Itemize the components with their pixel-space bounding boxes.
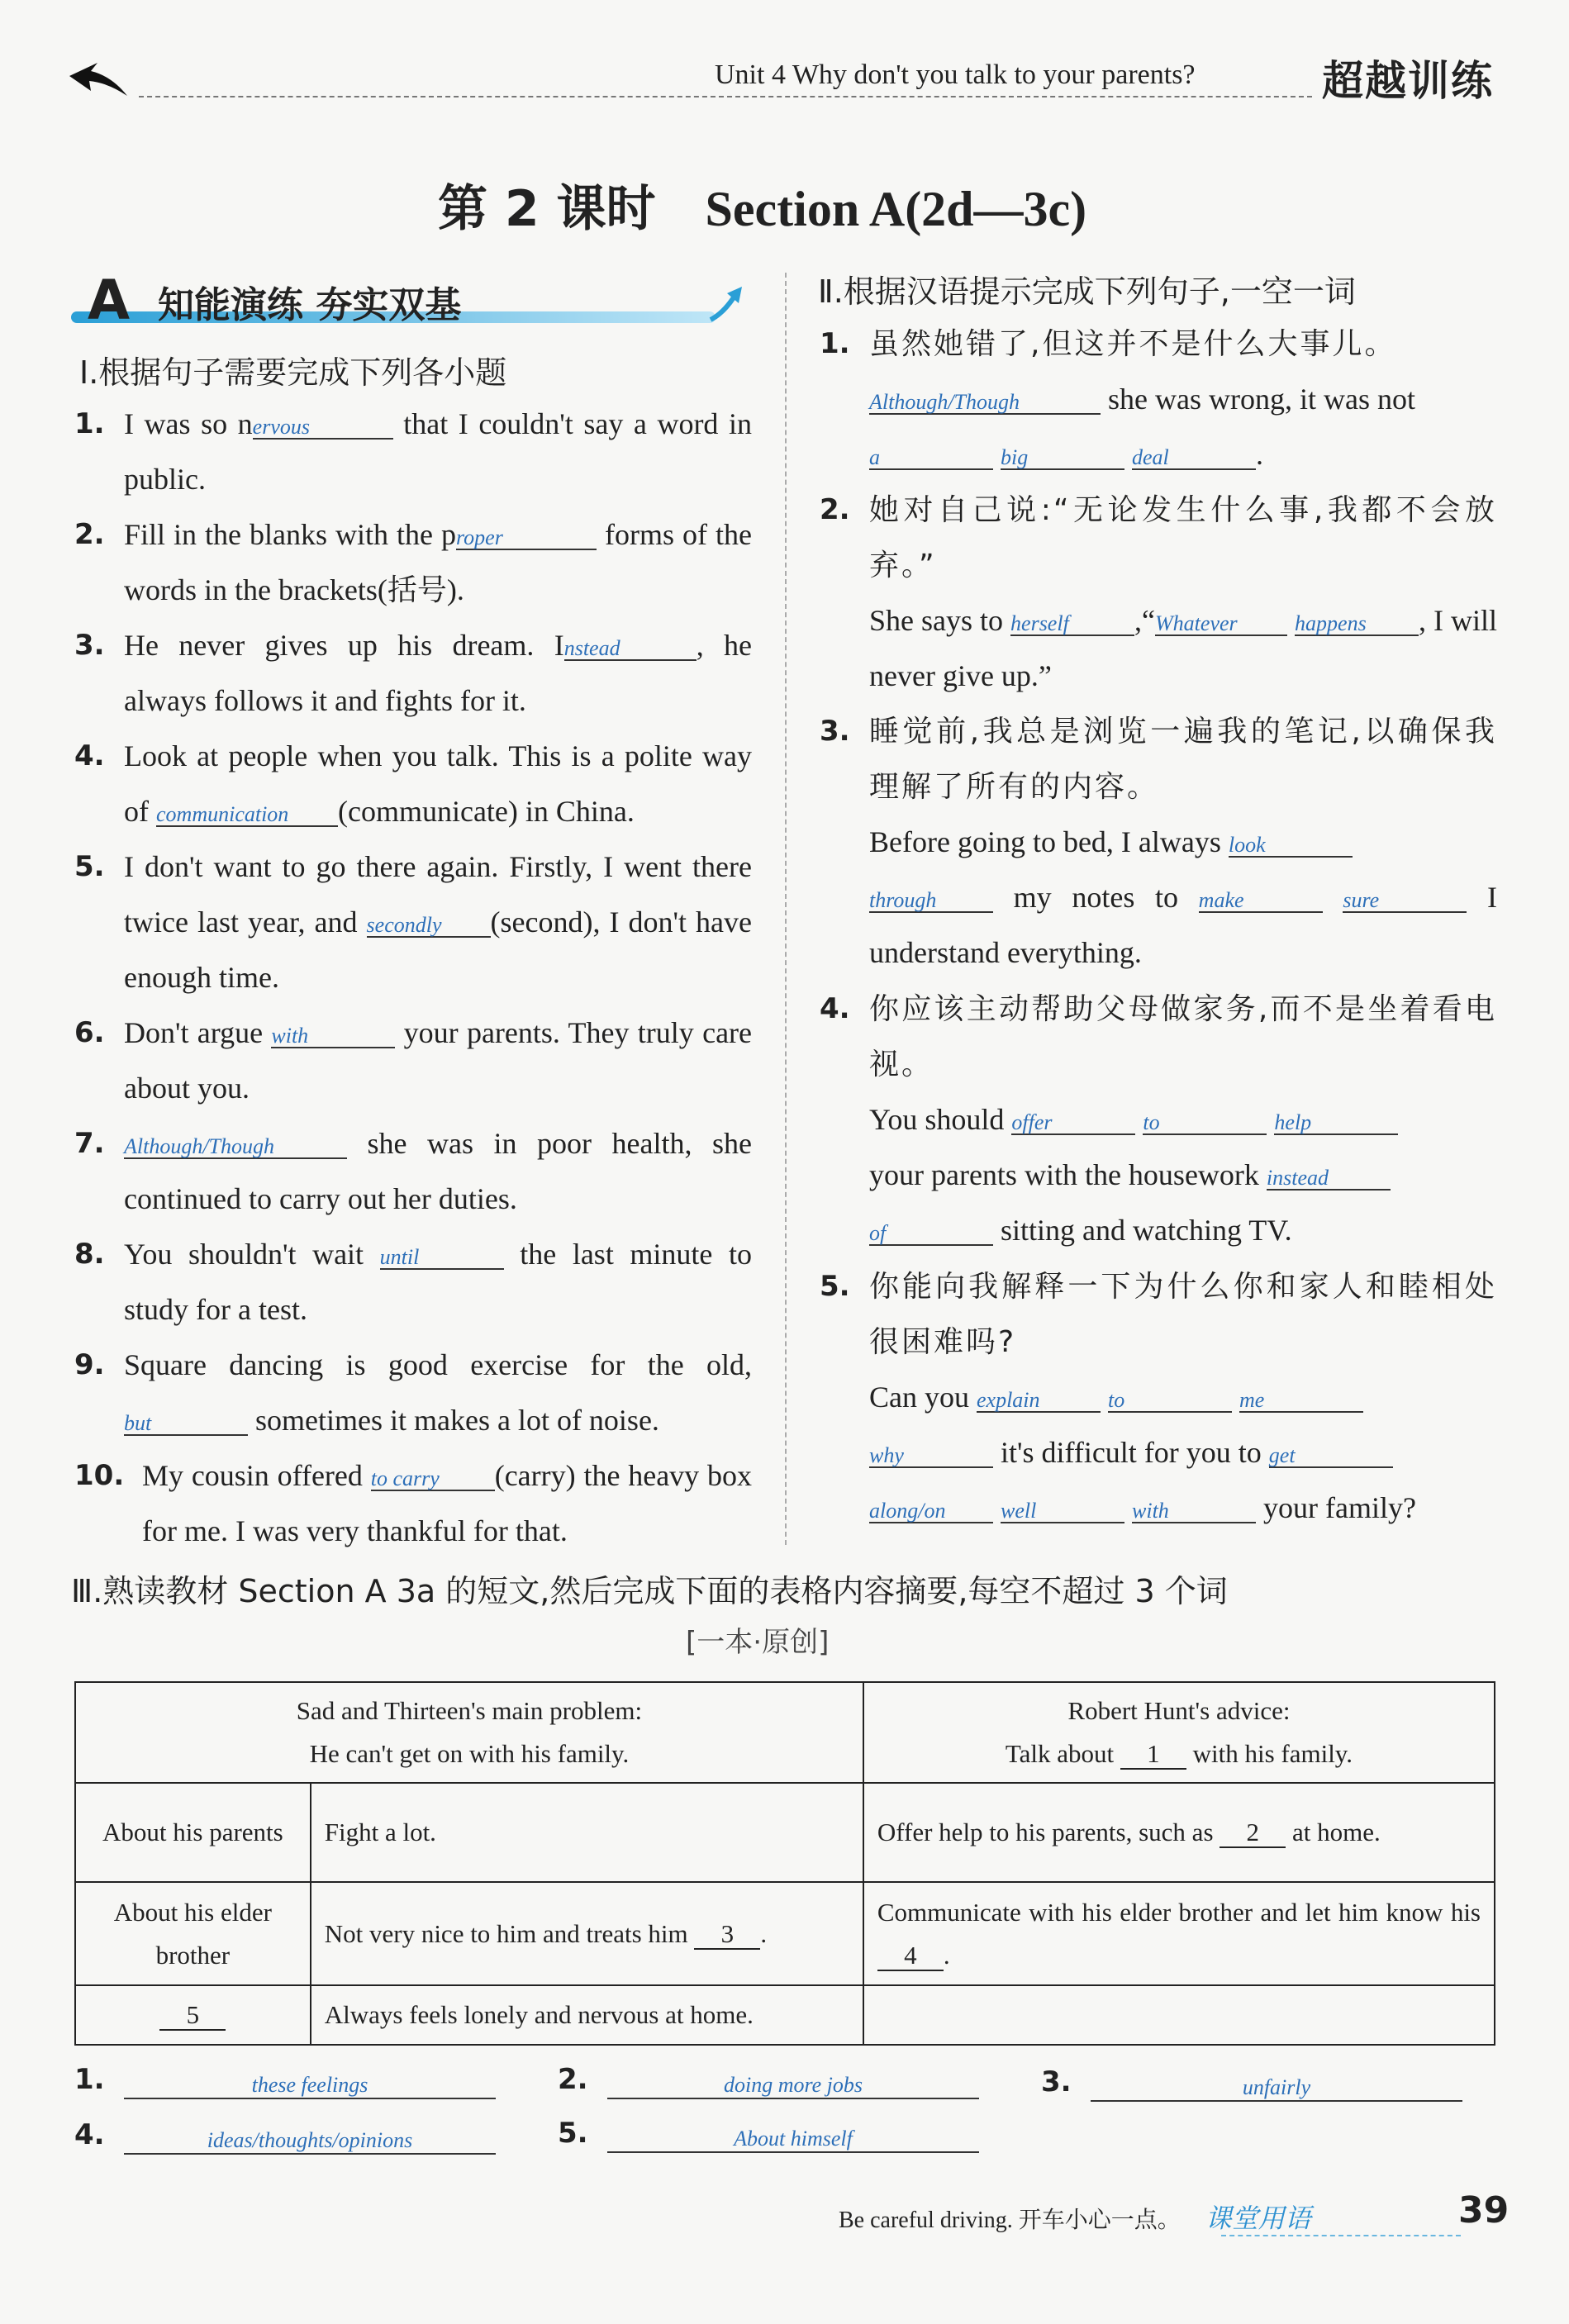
answer-blank[interactable] <box>607 2070 979 2099</box>
q-text: (communicate) in China. <box>338 795 635 828</box>
answer-blank[interactable] <box>124 1408 248 1436</box>
cell-text: Sad and Thirteen's main problem: <box>296 1696 643 1725</box>
answer-blank[interactable] <box>1295 608 1419 636</box>
answer-blank[interactable] <box>1010 608 1134 636</box>
answer-text: happens <box>1295 611 1367 635</box>
answer-blank[interactable] <box>869 1218 993 1246</box>
q-number: 1. <box>820 327 850 360</box>
q-text: your parents with the housework <box>869 1158 1259 1191</box>
q-number: 4. <box>74 739 105 772</box>
row-problem: Always feels lonely and nervous at home. <box>311 1985 863 2045</box>
table-blank[interactable]: 3 <box>694 1920 760 1950</box>
answer-blank[interactable] <box>371 1463 495 1491</box>
answer-text: of <box>869 1221 887 1245</box>
q-text: He never gives up his dream. I <box>124 629 564 662</box>
q-number: 3. <box>820 715 850 748</box>
q-number: 10. <box>74 1459 125 1492</box>
answer-blank[interactable] <box>1229 829 1353 858</box>
answer-blank[interactable] <box>1269 1440 1393 1468</box>
answer-blank[interactable] <box>124 2125 496 2155</box>
answer-text: help <box>1274 1110 1312 1134</box>
answer-blank[interactable] <box>869 387 1101 415</box>
answer-blank[interactable] <box>1001 1495 1124 1523</box>
answer-text: along/on <box>869 1499 946 1523</box>
q-number: 9. <box>74 1348 105 1381</box>
q-text: Don't argue <box>124 1016 264 1049</box>
answer-number: 5. <box>558 2117 588 2150</box>
q-number: 1. <box>74 407 105 440</box>
q-text: that I couldn't say a word in public. <box>124 407 752 496</box>
cell-text: Talk about <box>1005 1739 1115 1768</box>
answer-text: ervous <box>252 415 310 439</box>
answer-text: herself <box>1010 611 1069 635</box>
answer-blank[interactable] <box>1143 1107 1267 1135</box>
answer-text: with <box>1132 1499 1169 1523</box>
answer-text: but <box>124 1411 152 1435</box>
part1-q8 <box>74 1227 752 1338</box>
brand-title: 超越训练 <box>1322 57 1494 105</box>
q-text: she was wrong, it was not <box>1108 383 1415 416</box>
part1-q1 <box>74 397 752 507</box>
answer-blank[interactable] <box>124 1131 347 1159</box>
answer-text: through <box>869 888 937 912</box>
answer-text: About himself <box>734 2127 853 2151</box>
advice-cell <box>863 1682 1495 1783</box>
row-advice-empty <box>863 1985 1495 2045</box>
row-advice <box>863 1882 1495 1985</box>
answer-text: to <box>1108 1388 1125 1412</box>
answer-blank[interactable] <box>564 633 697 661</box>
q-text: . <box>1256 438 1263 471</box>
footer <box>839 2198 1311 2236</box>
answer-blank[interactable] <box>607 2123 979 2153</box>
part1-q9 <box>74 1338 752 1448</box>
q-text: Can you <box>869 1381 969 1414</box>
answer-text: with <box>271 1024 309 1048</box>
part2-q4 <box>820 981 1497 1258</box>
answer-text: communication <box>156 802 289 826</box>
table-row <box>75 1783 1495 1882</box>
row-problem <box>311 1882 863 1985</box>
cell-text: at home. <box>1292 1818 1381 1846</box>
row-problem: Fight a lot. <box>311 1783 863 1882</box>
q-text: My cousin offered <box>142 1459 363 1492</box>
answer-blank[interactable] <box>271 1020 395 1048</box>
q-number: 6. <box>74 1016 105 1049</box>
q-text: You shouldn't wait <box>124 1238 364 1271</box>
q-text: she was in poor health, she continued to carry out her duties. <box>124 1127 752 1215</box>
cell-text: He can't get on with his family. <box>309 1739 630 1768</box>
q-text: (carry) the heavy box for me. I was very thankful for that. <box>142 1459 752 1547</box>
q-text: Before going to bed, I always <box>869 825 1221 858</box>
q-number: 5. <box>820 1270 850 1303</box>
answer-text: secondly <box>366 913 442 937</box>
answer-text: these feelings <box>251 2073 368 2097</box>
footer-phrase: Be careful driving. 开车小心一点。 <box>839 2208 1181 2233</box>
answer-blank[interactable] <box>1155 608 1287 636</box>
answer-number: 4. <box>74 2118 105 2151</box>
part1-q5 <box>74 839 752 1005</box>
summary-table <box>74 1681 1495 2046</box>
answer-text: get <box>1268 1443 1296 1467</box>
part1-q3 <box>74 618 753 729</box>
back-arrow-icon <box>66 58 132 107</box>
answer-blank[interactable] <box>253 411 393 440</box>
cell-text: Communicate with his elder brother and let him know his <box>877 1897 1481 1927</box>
part1-q10 <box>74 1448 752 1559</box>
answer-text: deal <box>1132 445 1169 469</box>
q-text: I was so n <box>124 407 253 440</box>
q-number: 5. <box>74 850 105 883</box>
q-cn-prompt: 她对自己说:“无论发生什么事,我都不会放弃。” <box>869 493 1497 582</box>
q-text: forms of the words in the brackets(括号). <box>124 518 752 606</box>
answer-blank[interactable] <box>1199 885 1323 913</box>
answer-blank[interactable] <box>156 799 338 827</box>
answer-text: to <box>1143 1110 1160 1134</box>
q-text: , he always follows it and fights for it. <box>124 629 753 717</box>
q-cn-prompt: 你能向我解释一下为什么你和家人和睦相处很困难吗? <box>869 1270 1497 1359</box>
q-text: your family? <box>1263 1491 1416 1524</box>
page-number: 39 <box>1458 2189 1510 2231</box>
answer-text: roper <box>456 525 503 549</box>
cell-text: Not very nice to him and treats him <box>324 1918 688 1948</box>
section-a-banner <box>71 269 749 335</box>
q-text: You should <box>869 1103 1005 1136</box>
lesson-title <box>438 169 1086 240</box>
answer-blank[interactable] <box>1001 442 1124 470</box>
q-cn-prompt: 你应该主动帮助父母做家务,而不是坐着看电视。 <box>869 992 1497 1081</box>
problem-cell <box>75 1682 863 1783</box>
header-rule <box>139 96 1312 97</box>
q-text: it's difficult for you to <box>1001 1436 1262 1469</box>
answer-blank[interactable] <box>1274 1107 1398 1135</box>
answer-blank[interactable] <box>1108 1385 1232 1413</box>
q-text: the last minute to study for a test. <box>124 1238 752 1326</box>
q-text: sitting and watching TV. <box>1001 1214 1292 1247</box>
table-row <box>75 1682 1495 1783</box>
part2-q2 <box>820 482 1498 704</box>
cell-text: Robert Hunt's advice: <box>1067 1696 1291 1725</box>
table-blank[interactable]: 5 <box>159 2001 226 2031</box>
answer-text: big <box>1001 445 1029 469</box>
answer-blank[interactable] <box>869 1440 993 1468</box>
part1-q6 <box>74 1005 753 1116</box>
answer-text: unfairly <box>1242 2075 1311 2099</box>
answer-number: 2. <box>558 2063 588 2096</box>
table-blank[interactable]: 2 <box>1220 1818 1286 1848</box>
table-row <box>75 1985 1495 2045</box>
answer-text: explain <box>977 1388 1040 1412</box>
answer-text: well <box>1001 1499 1037 1523</box>
upward-arrow-icon <box>707 283 749 325</box>
q-text: She says to <box>869 604 1004 637</box>
answer-text: offer <box>1011 1110 1053 1134</box>
q-number: 2. <box>820 493 850 526</box>
answer-number: 1. <box>74 2063 105 2096</box>
part1-q4 <box>74 729 752 839</box>
unit-title: Unit 4 Why don't you talk to your parents? <box>715 59 1196 90</box>
q-number: 8. <box>74 1238 105 1271</box>
part2-q5 <box>820 1259 1497 1536</box>
answer-text: look <box>1228 833 1266 857</box>
answer-blank[interactable] <box>869 1495 993 1523</box>
table-row <box>75 1882 1495 1985</box>
row-label <box>75 1985 311 2045</box>
answer-text: Although/Though <box>869 390 1020 414</box>
cell-text: . <box>943 1940 950 1970</box>
cell-text: . <box>760 1918 768 1948</box>
answer-text: a <box>869 445 880 469</box>
cell-text: with his family. <box>1192 1739 1353 1768</box>
part2-q1 <box>820 316 1497 482</box>
q-text: I understand everything. <box>869 881 1498 969</box>
answer-text: why <box>869 1443 904 1467</box>
answer-blank[interactable] <box>1091 2072 1462 2102</box>
answer-blank[interactable] <box>367 910 491 938</box>
part3-heading: Ⅲ.熟读教材 Section A 3a 的短文,然后完成下面的表格内容摘要,每空不超过 3 个词 <box>71 1573 1228 1609</box>
answer-blank[interactable] <box>1132 442 1256 470</box>
q-text: Square dancing is good exercise for the old, <box>124 1348 752 1381</box>
answer-blank[interactable] <box>456 522 597 550</box>
answer-blank[interactable] <box>1011 1107 1135 1135</box>
q-number: 7. <box>74 1127 105 1160</box>
answer-text: nstead <box>563 636 620 660</box>
answer-text: instead <box>1266 1166 1329 1190</box>
lesson-title-en: Section A(2d—3c) <box>705 182 1087 236</box>
row-advice <box>863 1783 1495 1882</box>
row-label: About his elder brother <box>75 1882 311 1985</box>
answer-text: Whatever <box>1155 611 1238 635</box>
answer-blank[interactable] <box>869 885 993 913</box>
q-text: your parents. They truly care about you. <box>124 1016 753 1105</box>
answer-text: to carry <box>370 1466 440 1490</box>
answer-blank[interactable] <box>977 1385 1101 1413</box>
footer-rule <box>1221 2235 1461 2236</box>
answer-text: me <box>1239 1388 1265 1412</box>
part2-heading: Ⅱ.根据汉语提示完成下列句子,一空一词 <box>818 273 1356 310</box>
part2-q3 <box>820 704 1498 981</box>
part1-q2 <box>74 507 752 618</box>
q-text: , I will never give up.” <box>869 604 1498 692</box>
q-text: Look at people when you talk. This is a polite way of <box>124 739 752 828</box>
answer-text: make <box>1198 888 1244 912</box>
banner-letter: A <box>88 269 131 332</box>
cell-text: Offer help to his parents, such as <box>877 1818 1214 1846</box>
column-divider <box>785 273 787 1545</box>
q-cn-prompt: 虽然她错了,但这并不是什么大事儿。 <box>869 327 1397 361</box>
answer-text: doing more jobs <box>723 2073 863 2097</box>
answer-blank[interactable] <box>1267 1162 1391 1191</box>
answer-blank[interactable] <box>1239 1385 1363 1413</box>
row-label: About his parents <box>75 1783 311 1882</box>
answer-blank[interactable] <box>1132 1495 1256 1523</box>
q-number: 3. <box>74 629 105 662</box>
footer-tag: 课堂用语 <box>1205 2203 1311 2234</box>
answer-blank[interactable] <box>380 1242 504 1270</box>
table-blank[interactable]: 1 <box>1120 1740 1186 1770</box>
q-text: (second), I don't have enough time. <box>124 905 752 994</box>
answer-text: Although/Though <box>124 1134 275 1158</box>
answer-text: ideas/thoughts/opinions <box>207 2128 413 2152</box>
answer-blank[interactable] <box>1343 885 1467 913</box>
part1-q7 <box>74 1116 752 1227</box>
q-number: 4. <box>820 992 850 1025</box>
part1-heading: Ⅰ.根据句子需要完成下列各小题 <box>79 354 507 391</box>
q-text: my notes to <box>1013 881 1178 914</box>
answer-text: sure <box>1343 888 1380 912</box>
banner-text: 知能演练 夯实双基 <box>158 284 462 326</box>
source-tag: [一本·原创] <box>686 1626 830 1659</box>
answer-blank[interactable] <box>124 2070 496 2099</box>
q-text: ,“ <box>1134 604 1156 637</box>
lesson-title-cn: 第 2 课时 <box>438 180 656 238</box>
q-text: Fill in the blanks with the p <box>124 518 457 551</box>
q-number: 2. <box>74 518 105 551</box>
q-cn-prompt: 睡觉前,我总是浏览一遍我的笔记,以确保我理解了所有的内容。 <box>869 715 1497 804</box>
answer-blank[interactable] <box>869 442 993 470</box>
table-blank[interactable]: 4 <box>877 1941 944 1971</box>
answer-number: 3. <box>1041 2065 1072 2098</box>
q-text: sometimes it makes a lot of noise. <box>255 1404 659 1437</box>
q-text: I don't want to go there again. Firstly, I went there twice last year, and <box>124 850 752 939</box>
answer-text: until <box>379 1245 420 1269</box>
